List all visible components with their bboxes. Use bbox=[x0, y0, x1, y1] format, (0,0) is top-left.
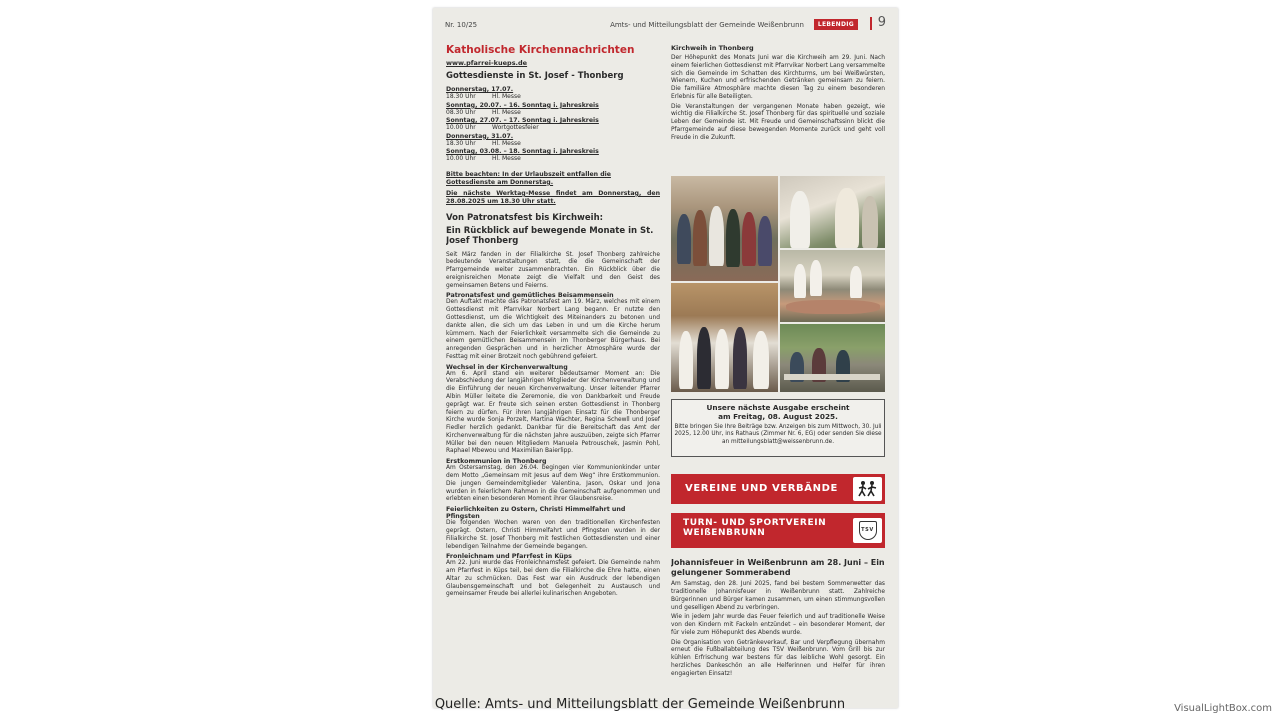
tsv-banner-line2: WEIßENBRUNN bbox=[683, 528, 766, 539]
service-schedule bbox=[446, 86, 660, 163]
schedule-day: Sonntag, 20.07. – 16. Sonntag i. Jahreskreis bbox=[446, 101, 599, 109]
schedule-entry bbox=[446, 117, 660, 132]
paragraph: Am Samstag, den 28. Juni 2025, fand bei bestem Sommerwetter das traditionelle Johannisfeuer in Weißenbrunn statt. Zahlreiche Bürgerinnen und Bürger kamen zusammen, um einen stimmungsvollen und geselligen Abend zu verbringen. bbox=[671, 581, 885, 611]
schedule-day: Donnerstag, 31.07. bbox=[446, 132, 514, 140]
page-header bbox=[445, 15, 886, 34]
notice-line2: am Freitag, 08. August 2025. bbox=[718, 411, 838, 421]
tsv-crest-label: TSV bbox=[859, 521, 877, 540]
source-caption: Quelle: Amts- und Mitteilungsblatt der Gemeinde Weißenbrunn bbox=[434, 697, 846, 712]
schedule-entry bbox=[446, 148, 660, 163]
paragraph: Die Organisation von Getränkeverkauf, Bar und Verpflegung übernahm erneut die Fußballabteilung des TSV Weißenbrunn. Vom Grill bis zur kühlen Erfrischung war bestens für das leibliche Wohl gesorgt. Ein herzliches Dankeschön an alle Helferinnen und Helfer für ihren engagierten Einsatz! bbox=[671, 639, 885, 677]
kirchweih-text: Der Höhepunkt des Monats Juni war die Kirchweih am 29. Juni. Nach einem feierlichen Gottesdienst mit Pfarrvikar Norbert Lang versammelte sich die Gemeinde im Schatten des Kirchturms, um bei Weißwürsten, Wienern, Kuchen und erfrischenden Getränken gemeinsam zu feiern. Die familiäre Atmosphäre machte diesen Tag zu einem besonderen Erlebnis für alle Beteiligten. bbox=[671, 55, 885, 100]
schedule-entry bbox=[446, 86, 660, 101]
tsv-crest-icon bbox=[853, 518, 882, 543]
schedule-time: 08.30 Uhr bbox=[446, 108, 476, 116]
paragraph: Am 22. Juni wurde das Fronleichnamsfest gefeiert. Die Gemeinde nahm am Pfarrfest in Küps teil, bei dem die Filialkirche die Ehre hatte, einen Altar zu schmücken. Das Fest war ein Ausdruck der lebendigen Glaubensgemeinschaft und bot Gelegenheit zu Austausch und gemeinsamer Freude bei allerlei kulinarischen Angeboten. bbox=[446, 560, 660, 598]
schedule-day: Donnerstag, 17.07. bbox=[446, 86, 514, 94]
right-column bbox=[671, 44, 885, 699]
parish-url[interactable]: www.pfarrei-kueps.de bbox=[446, 59, 528, 67]
schedule-service: Hl. Messe bbox=[492, 93, 521, 101]
johannis-title: Johannisfeuer in Weißenbrunn am 28. Juni – Ein gelungener Sommerabend bbox=[671, 558, 885, 577]
article-intro: Seit März fanden in der Filialkirche St. Josef Thonberg zahlreiche bedeutende Veranstaltungen statt, die die Gemeinschaft der Pfarrgemeinde weiter zusammenbrachten. Ein Rückblick über die ereignisreichen Monate zeigt die Vielfalt und den Geist des gemeinsamen Betens und Feierns. bbox=[446, 251, 660, 289]
publication-title: Amts- und Mitteilungsblatt der Gemeinde Weißenbrunn bbox=[610, 21, 804, 29]
vereine-banner-label: VEREINE UND VERBÄNDE bbox=[685, 483, 838, 494]
services-title: Gottesdienste in St. Josef - Thonberg bbox=[446, 71, 624, 81]
schedule-entry bbox=[446, 133, 660, 148]
schedule-time: 10.00 Uhr bbox=[446, 124, 476, 132]
festival-photo bbox=[780, 324, 885, 392]
tsv-banner-line1: TURN- UND SPORTVEREIN bbox=[683, 518, 827, 528]
schedule-service: Hl. Messe bbox=[492, 155, 521, 163]
header-divider bbox=[870, 17, 872, 30]
group-photo bbox=[671, 176, 778, 281]
subheading: Patronatsfest und gemütliches Beisammensein bbox=[446, 292, 614, 300]
kirchweih-title: Kirchweih in Thonberg bbox=[671, 44, 754, 52]
schedule-time: 10.00 Uhr bbox=[446, 155, 476, 163]
closing-text: Die Veranstaltungen der vergangenen Monate haben gezeigt, wie wichtig die Filialkirche St. Josef Thonberg für das spirituelle und soziale Leben der Gemeinde ist. Mit Freude und Gemeinschaftssinn blickt die Pfarrgemeinde auf diese bewegenden Momente zurück und geht voll Freude in die Zukunft. bbox=[671, 103, 885, 141]
priests-photo bbox=[780, 176, 885, 248]
vereine-banner bbox=[671, 474, 885, 504]
schedule-service: Hl. Messe bbox=[492, 108, 521, 116]
johannis-article bbox=[671, 556, 885, 681]
next-issue-notice bbox=[671, 399, 885, 457]
lebendig-badge: LEBENDIG bbox=[814, 19, 858, 30]
paragraph: Am 6. April stand ein weiterer bedeutsamer Moment an: Die Verabschiedung der langjährigen Mitglieder der Kirchenverwaltung und die Einführung der neuen Kirchenverwaltung. Unser leitender Pfarrer Albin Müller leitete die Zeremonie, die von Dankbarkeit und Freude geprägt war. Er freute sich seinen ersten Gottesdienst in Thonberg feiern zu dürfen. Für ihren langjährigen Einsatz für die Thonberger Kirche wurde Sonja Porzelt, Martina Wachter, Regina Schewll und Josef Fiedler herzlich gedankt. Dankbar für die Bereitschaft das Amt der Kirchenverwaltung für die nächsten Jahre auszuüben, zeigte sich Pfarrer Müller bei den neuen Mitgliedern Manuela Petrouschek, Jasmin Pohl, Raphael Mbewou und Maximilian Baierlipp. bbox=[446, 370, 660, 455]
schedule-service: Hl. Messe bbox=[492, 139, 521, 147]
photo-collage bbox=[671, 176, 885, 392]
subheading: Feierlichkeiten zu Ostern, Christi Himmelfahrt und Pfingsten bbox=[446, 506, 626, 521]
next-mass-note: Die nächste Werktag-Messe findet am Donnerstag, den 28.08.2025 um 18.30 Uhr statt. bbox=[446, 189, 660, 205]
procession-photo bbox=[780, 250, 885, 322]
newspaper-page bbox=[433, 8, 898, 708]
tsv-banner bbox=[671, 513, 885, 548]
vacation-note: Bitte beachten: In der Urlaubszeit entfallen die Gottesdienste am Donnerstag. bbox=[446, 170, 611, 186]
subheading: Fronleichnam und Pfarrfest in Küps bbox=[446, 553, 572, 561]
schedule-service: Wortgottesfeier bbox=[492, 124, 539, 132]
schedule-time: 18.30 Uhr bbox=[446, 139, 476, 147]
tsv-banner-label bbox=[683, 518, 826, 539]
notice-detail: Bitte bringen Sie Ihre Beiträge bzw. Anzeigen bis zum Mittwoch, 30. Juli 2025, 12.00 Uhr, ins Rathaus (Zimmer Nr. 6, EG) oder senden Sie diese an mitteilungsblatt@weissenbrunn.de. bbox=[674, 423, 882, 446]
article-subtitle: Ein Rückblick auf bewegende Monate in St. Josef Thonberg bbox=[446, 226, 654, 247]
notice-line1: Unsere nächste Ausgabe erscheint bbox=[706, 403, 850, 412]
running-people-icon bbox=[853, 477, 882, 501]
paragraph: Am Ostersamstag, den 26.04. begingen vier Kommunionkinder unter dem Motto „Gemeinsam mit Jesus auf dem Weg“ ihre Erstkommunion. Die jungen Gemeindemitglieder Valentina, Jason, Oskar und Jona wurden in feierlichem Rahmen in die Gemeinschaft aufgenommen und erlebten einen besonderen Moment ihrer Glaubensreise. bbox=[446, 465, 660, 503]
subheading: Wechsel in der Kirchenverwaltung bbox=[446, 363, 568, 371]
schedule-day: Sonntag, 27.07. – 17. Sonntag i. Jahreskreis bbox=[446, 117, 599, 125]
paragraph: Die folgenden Wochen waren von den traditionellen Kirchenfesten geprägt. Ostern, Christi Himmelfahrt und Pfingsten wurden in der Filialkirche St. Josef Thonberg mit festlichen Gottesdiensten und einer lebendigen Teilnahme der Gemeinde begangen. bbox=[446, 520, 660, 550]
schedule-entry bbox=[446, 102, 660, 117]
schedule-time: 18.30 Uhr bbox=[446, 93, 476, 101]
section-title: Katholische Kirchennachrichten bbox=[446, 44, 635, 56]
subheading: Erstkommunion in Thonberg bbox=[446, 458, 547, 466]
issue-number: Nr. 10/25 bbox=[445, 21, 478, 29]
page-number: 9 bbox=[877, 15, 886, 30]
lightbox-credit[interactable]: VisualLightBox.com bbox=[1174, 703, 1272, 714]
communion-photo bbox=[671, 283, 778, 392]
schedule-day: Sonntag, 03.08. – 18. Sonntag i. Jahreskreis bbox=[446, 148, 599, 156]
paragraph: Den Auftakt machte das Patronatsfest am 19. März, welches mit einem Gottesdienst mit Pfarrvikar Norbert Lang begann. Er nutzte den Gottesdienst, um die Wichtigkeit des Miteinanders zu betonen und dankte allen, die sich um das Leben in und um die Kirche herum kümmern. Nach der Feierlichkeit versammelte sich die Gemeinde zu einem gemütlichen Beisammensein im Thonberger Bürgerhaus. Bei anregenden Gesprächen und in herzlicher Atmosphäre wurde der Festtag mit einer Brotzeit noch gebührend gefeiert. bbox=[446, 299, 660, 360]
left-column bbox=[446, 44, 660, 699]
paragraph: Wie in jedem Jahr wurde das Feuer feierlich und auf traditionelle Weise von den Kindern mit Fackeln entzündet – ein besonderer Moment, der für viele zum Höhepunkt des Abends wurde. bbox=[671, 614, 885, 636]
article-title: Von Patronatsfest bis Kirchweih: bbox=[446, 212, 604, 223]
